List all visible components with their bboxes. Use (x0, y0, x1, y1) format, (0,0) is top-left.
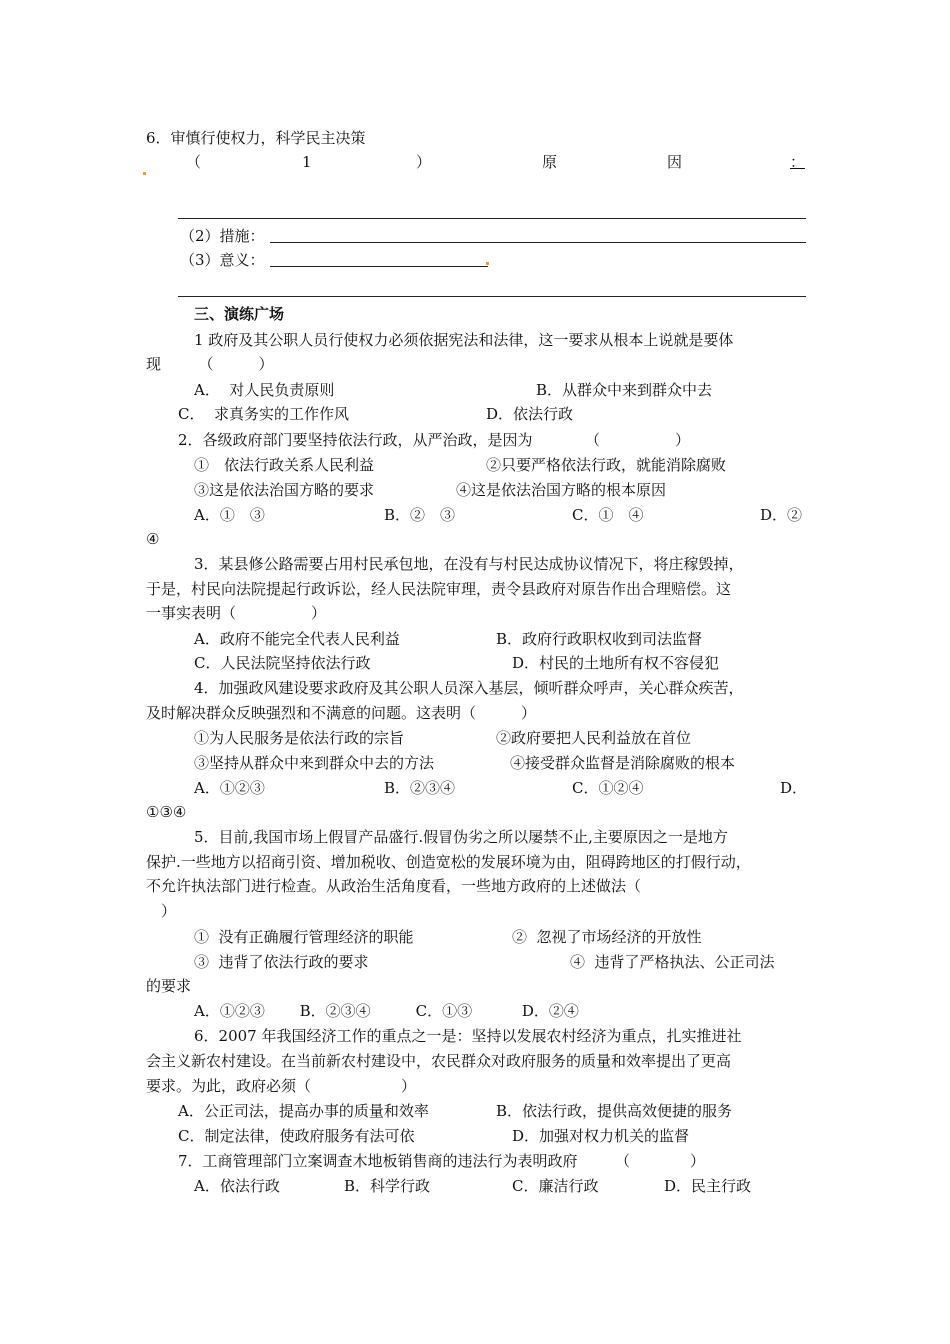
q3-option-d: D．村民的土地所有权不容侵犯 (512, 654, 720, 672)
q4-stem-line1: 4．加强政风建设要求政府及其公职人员深入基层，倾听群众呼声，关心群众疾苦， (194, 679, 744, 697)
q4-option-c: C．①②④ (572, 779, 644, 797)
q2-option-c: C．① ④ (572, 506, 644, 524)
q4-option-d: D． (780, 779, 808, 797)
q7-option-a: A．依法行政 (194, 1177, 280, 1195)
q6-option-d: D．加强对权力机关的监督 (512, 1127, 690, 1145)
q7-stem: 7．工商管理部门立案调查木地板销售商的违法行为表明政府 （ ） (178, 1152, 706, 1170)
q6-stem-line3: 要求。为此，政府必须（ ） (146, 1077, 417, 1095)
q6-option-b: B．依法行政，提供高效便捷的服务 (496, 1102, 733, 1120)
section-heading: 三、演练广场 (194, 305, 285, 323)
significance-answer-line (270, 266, 488, 267)
q5-options: A．①②③ B．②③④ C．①③ D．②④ (194, 1002, 579, 1020)
q4-statement-4: ④接受群众监督是消除腐败的根本 (510, 754, 736, 772)
q4-statement-1: ①为人民服务是依法行政的宗旨 (194, 729, 405, 747)
reason-paren-open: （ (186, 153, 202, 171)
q2-statement-2: ②只要严格依法行政，就能消除腐败 (486, 456, 727, 474)
q2-statement-1: ① 依法行政关系人民利益 (194, 456, 375, 474)
q5-stem-line4: ） (146, 902, 177, 920)
reason-paren-close: ） (416, 153, 432, 171)
q5-statement-3: ③ 违背了依法行政的要求 (194, 953, 369, 971)
q7-option-b: B．科学行政 (344, 1177, 431, 1195)
q4-option-a: A．①②③ (194, 779, 265, 797)
q2-option-a: A．① ③ (194, 506, 265, 524)
q1-option-a: A． 对人民负责原则 (194, 381, 335, 399)
q4-statement-3: ③坚持从群众中来到群众中去的方法 (194, 754, 435, 772)
q4-stem-line2: 及时解决群众反映强烈和不满意的问题。这表明（ ） (146, 704, 537, 722)
mark-dot (486, 262, 489, 265)
q4-option-b: B．②③④ (384, 779, 456, 797)
q1-option-c: C． 求真务实的工作作风 (178, 405, 350, 423)
q3-option-a: A．政府不能完全代表人民利益 (194, 630, 400, 648)
q7-option-c: C．廉洁行政 (512, 1177, 599, 1195)
q3-stem-line1: 3．某县修公路需要占用村民承包地，在没有与村民达成协议情况下，将庄稼毁掉， (194, 555, 744, 573)
q2-statement-3: ③这是依法治国方略的要求 (194, 481, 375, 499)
q3-option-c: C．人民法院坚持依法行政 (194, 654, 371, 672)
q6-option-a: A．公正司法，提高办事的质量和效率 (178, 1102, 429, 1120)
q1-option-d: D．依法行政 (486, 405, 574, 423)
q4-statement-2: ②政府要把人民利益放在首位 (496, 729, 692, 747)
reason-number: 1 (302, 153, 312, 171)
measures-label: （2）措施： (180, 227, 265, 245)
q3-option-b: B．政府行政职权收到司法监督 (496, 630, 703, 648)
q5-stem-line1: 5．目前,我国市场上假冒产品盛行.假冒伪劣之所以屡禁不止,主要原因之一是地方 (194, 828, 728, 846)
q3-stem-line2: 于是，村民向法院提起行政诉讼，经人民法院审理，责令县政府对原告作出合理赔偿。这 (146, 580, 732, 598)
reason-colon: ： (790, 153, 806, 171)
q1-stem-line2: 现 （ ） (146, 355, 274, 373)
mark-dot (143, 172, 146, 175)
q2-option-d: D．② (760, 506, 803, 524)
q5-statement-4: ④ 违背了严格执法、公正司法 (570, 953, 775, 971)
q2-stem: 2．各级政府部门要坚持依法行政，从严治政，是因为 （ ） (178, 431, 691, 449)
q1-stem-line1: 1 政府及其公职人员行使权力必须依据宪法和法律，这一要求从根本上说就是要体 (194, 331, 734, 349)
q6-stem-line2: 会主义新农村建设。在当前新农村建设中，农民群众对政府服务的质量和效率提出了更高 (146, 1052, 732, 1070)
q6-stem-line1: 6．2007 年我国经济工作的重点之一是：坚持以发展农村经济为重点，扎实推进社 (194, 1027, 742, 1045)
reason-char-yuan: 原 (542, 153, 558, 171)
q5-stem-line3: 不允许执法部门进行检查。从政治生活角度看，一些地方政府的上述做法（ (146, 877, 642, 895)
q1-option-b: B．从群众中来到群众中去 (536, 381, 713, 399)
significance-answer-line-2 (178, 296, 806, 297)
q2-option-b: B．② ③ (384, 506, 456, 524)
q5-statement-4-cont: 的要求 (146, 977, 192, 995)
significance-label: （3）意义： (180, 251, 265, 269)
q4-option-d-cont: ①③④ (146, 803, 187, 821)
q2-option-d-cont: ④ (146, 530, 160, 548)
q5-statement-2: ② 忽视了市场经济的开放性 (512, 928, 702, 946)
q5-statement-1: ① 没有正确履行管理经济的职能 (194, 928, 414, 946)
section-6-title: 6．审慎行使权力，科学民主决策 (146, 129, 366, 147)
q5-stem-line2: 保护.一些地方以招商引资、增加税收、创造宽松的发展环境为由，阻碍跨地区的打假行动， (146, 853, 751, 871)
q7-option-d: D．民主行政 (664, 1177, 752, 1195)
q6-option-c: C．制定法律，使政府服务有法可依 (178, 1127, 415, 1145)
q2-statement-4: ④这是依法治国方略的根本原因 (456, 481, 667, 499)
reason-answer-line (178, 218, 806, 219)
measures-answer-line (270, 242, 806, 243)
reason-char-yin: 因 (667, 153, 683, 171)
q3-stem-line3: 一事实表明（ ） (146, 604, 327, 622)
